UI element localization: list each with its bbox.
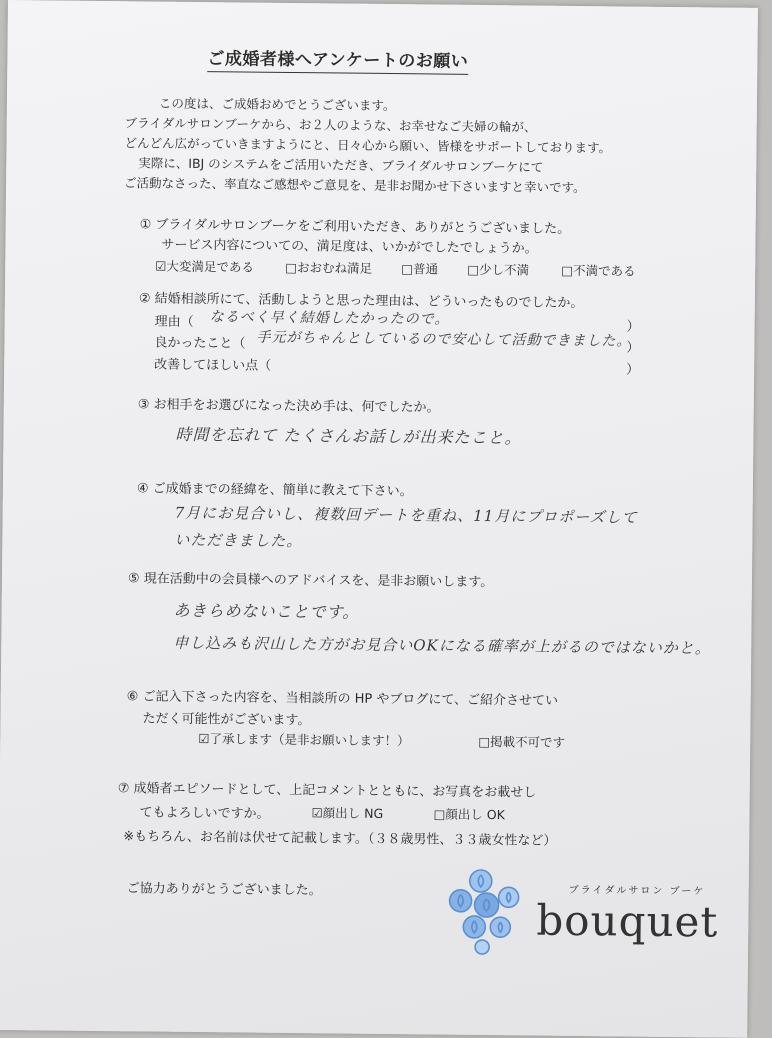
- q6-question-2: ただく可能性がございます。: [142, 711, 311, 729]
- q1-sub: サービス内容についての、満足度は、いかがでしたでしょうか。: [161, 237, 538, 257]
- q4-answer-line-2[interactable]: いただきました。: [174, 530, 303, 551]
- thanks-text: ご協力ありがとうございました。: [126, 881, 322, 899]
- intro-line-2: ブライダルサロンブーケから、お２人のような、お幸せなご夫婦の輪が、: [124, 115, 537, 135]
- intro-line-4: 実際に、IBJ のシステムをご活用いただき、ブライダルサロンブーケにて: [138, 155, 544, 175]
- q5-question: ⑤ 現在活動中の会員様へのアドバイスを、是非お願いします。: [127, 571, 494, 591]
- q6-option-agree[interactable]: ☑ 了承します（是非お願いします！）: [198, 729, 409, 749]
- q3-answer[interactable]: 時間を忘れて たくさんお話しが出来たこと。: [175, 424, 522, 448]
- q2-good-answer[interactable]: 手元がちゃんとしているので安心して活動できました。: [256, 329, 632, 350]
- bouquet-logo: [438, 865, 749, 968]
- q3-question: ③ お相手をお選びになった決め手は、何でしたか。: [137, 397, 440, 416]
- q2-reason-answer[interactable]: なるべく早く結婚したかったので。: [209, 309, 450, 328]
- q7-question: ⑦ 成婚者エピソードとして、上記コメントとともに、お写真をお載せし: [117, 781, 537, 801]
- q1-option-mostly-satisfied[interactable]: □ おおむね満足: [285, 258, 372, 277]
- q6-option-decline[interactable]: □ 掲載不可です: [478, 732, 565, 751]
- q1-option-slightly-unsatisfied[interactable]: □ 少し不満: [467, 260, 529, 279]
- q1-option-normal[interactable]: □ 普通: [401, 259, 438, 277]
- q4-answer-line-1[interactable]: 7月にお見合いし、複数回デートを重ね、11月にプロポーズして: [174, 503, 638, 527]
- q2-improve-label: 改善してほしい点（: [154, 357, 272, 374]
- q6-question: ⑥ ご記入下さった内容を、当相談所の HP やブログにて、ご紹介させてい: [126, 689, 559, 709]
- q7-option-face-ng[interactable]: ☑ 顔出し NG: [311, 803, 383, 822]
- rose-bouquet-icon: [438, 865, 529, 956]
- logo-wordmark: bouquet: [536, 895, 719, 947]
- q2-good-close: ）: [626, 340, 640, 356]
- q1-option-unsatisfied[interactable]: □ 不満である: [561, 261, 636, 280]
- q2-reason-close: ）: [626, 319, 640, 335]
- q5-answer-line-1[interactable]: あきらめないことです。: [173, 600, 360, 622]
- q7-option-face-ok[interactable]: □ 顔出し OK: [433, 805, 505, 824]
- q2-question: ② 結婚相談所にて、活動しようと思った理由は、どういったものでしたか。: [138, 291, 584, 312]
- q4-question: ④ ご成婚までの経緯を、簡単に教えて下さい。: [136, 481, 413, 500]
- q7-note: ※もちろん、お名前は伏せて記載します。（３８歳男性、３３歳女性など）: [123, 829, 557, 849]
- q1-question: ① ブライダルサロンブーケをご利用いただき、ありがとうございました。: [139, 217, 571, 237]
- q7-question-2: てもよろしいですか。: [139, 805, 270, 822]
- q2-good-label: 良かったこと（: [154, 335, 246, 352]
- q2-reason-label: 理由（: [154, 314, 194, 330]
- q1-option-very-satisfied[interactable]: ☑ 大変満足である: [155, 257, 254, 276]
- intro-line-3: どんどん広がっていきますようにと、日々心から願い、皆様をサポートしております。: [124, 135, 612, 156]
- intro-line-1: この度は、ご成婚おめでとうございます。: [158, 95, 396, 114]
- logo-kana: ブライダルサロン ブーケ: [568, 884, 706, 898]
- q2-improve-close: ）: [626, 362, 640, 378]
- page-title: ご成婚者様へアンケートのお願い: [207, 44, 468, 75]
- q5-answer-line-2[interactable]: 申し込みも沢山した方がお見合いOKになる確率が上がるのではないかと。: [173, 633, 711, 658]
- intro-line-5: ご活動なさった、率直なご感想やご意見を、是非お聞かせ下さいますと幸いです。: [124, 175, 586, 196]
